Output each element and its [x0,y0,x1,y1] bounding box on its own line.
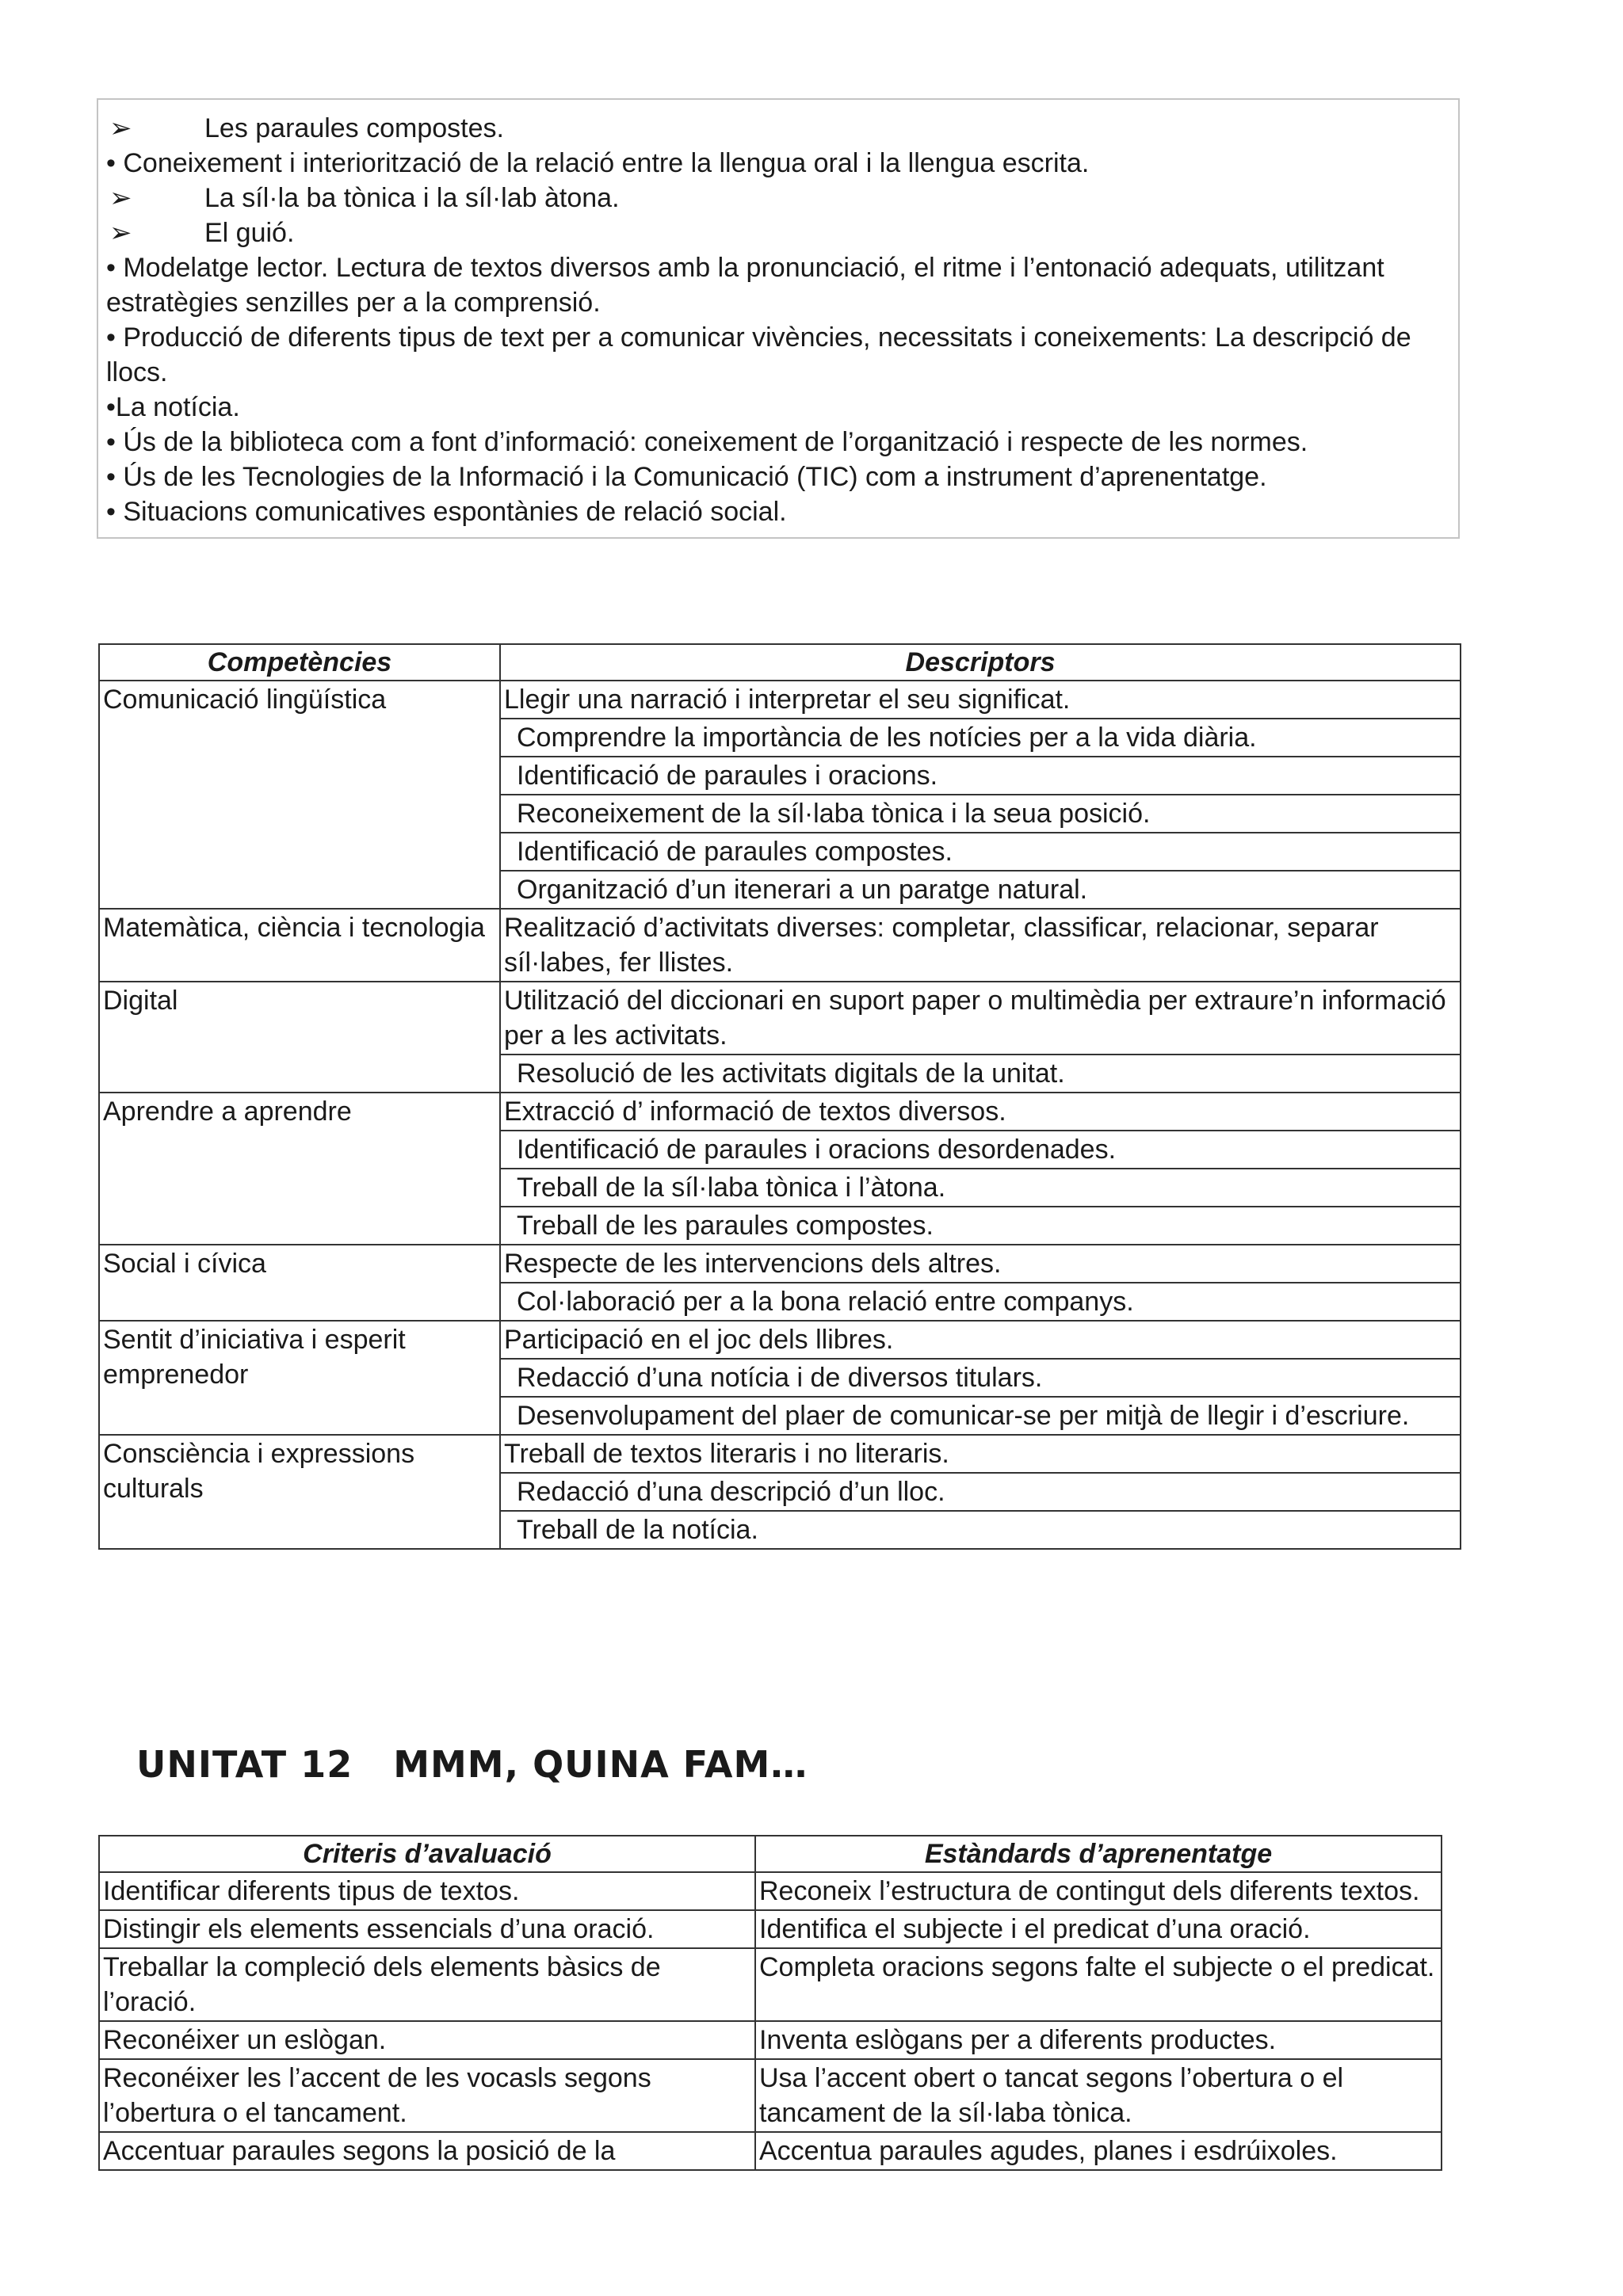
content-line: • Modelatge lector. Lectura de textos diversos amb la pronunciació, el ritme i l’entonació adequats, utilitzant estratègies senzilles per a la comprensió. [106,253,1384,318]
table-row [99,681,1461,719]
content-line [106,215,1450,250]
table-row [99,982,1461,1055]
table-row [99,1872,1442,1910]
content-line: •La notícia. [106,392,240,422]
standard-cell: Usa l’accent obert o tancat segons l’obertura o el tancament de la síl·laba tònica. [755,2059,1442,2132]
standard-cell: Identifica el subjecte i el predicat d’una oració. [755,1910,1442,1948]
criterion-cell: Reconéixer les l’accent de les vocasls segons l’obertura o el tancament. [99,2059,755,2132]
descriptor-cell: Realització d’activitats diverses: completar, classificar, relacionar, separar síl·labes, fer llistes. [500,909,1461,982]
descriptor-cell: Utilització del diccionari en suport paper o multimèdia per extraure’n informació per a les activitats. [500,982,1461,1055]
criteria-header-row [99,1836,1442,1872]
descriptor-cell: Resolució de les activitats digitals de la unitat. [500,1055,1461,1093]
arrow-bullet-icon: ➢ [109,113,132,143]
criterion-cell: Reconéixer un eslògan. [99,2021,755,2059]
descriptor-cell: Identificació de paraules i oracions. [500,757,1461,795]
competence-cell: Comunicació lingüística [99,681,500,909]
arrow-bullet-icon: ➢ [109,218,132,248]
descriptor-cell: Redacció d’una descripció d’un lloc. [500,1473,1461,1511]
arrow-bullet-icon: ➢ [109,183,132,213]
descriptor-cell: Treball de les paraules compostes. [500,1207,1461,1245]
descriptor-cell: Treball de la notícia. [500,1511,1461,1549]
table-row [99,1245,1461,1283]
content-line: • Producció de diferents tipus de text per a comunicar vivències, necessitats i coneixements: La descripció de llocs. [106,322,1411,387]
competence-cell: Consciència i expressions culturals [99,1435,500,1549]
descriptor-cell: Redacció d’una notícia i de diversos titulars. [500,1359,1461,1397]
table-row [99,1321,1461,1359]
table-row [99,909,1461,982]
descriptor-cell: Treball de textos literaris i no literaris. [500,1435,1461,1473]
standard-cell: Inventa eslògans per a diferents productes. [755,2021,1442,2059]
contents-box [97,98,1460,539]
header-criteria: Criteris d’avaluació [99,1836,755,1872]
standard-cell: Accentua paraules agudes, planes i esdrúixoles. [755,2132,1442,2170]
criterion-cell: Identificar diferents tipus de textos. [99,1872,755,1910]
content-line: • Ús de la biblioteca com a font d’informació: coneixement de l’organització i respecte de les normes. [106,427,1308,457]
competencies-table [98,643,1461,1550]
descriptor-cell: Treball de la síl·laba tònica i l’àtona. [500,1169,1461,1207]
descriptor-cell: Extracció d’ informació de textos diversos. [500,1093,1461,1131]
unit-title: UNITAT 12 MMM, QUINA FAM… [136,1743,808,1786]
competence-cell: Aprendre a aprendre [99,1093,500,1245]
criteria-table [98,1835,1442,2171]
table-row [99,1093,1461,1131]
content-line-text: La síl·la ba tònica i la síl·lab àtona. [204,183,620,213]
criterion-cell: Distingir els elements essencials d’una oració. [99,1910,755,1948]
descriptor-cell: Comprendre la importància de les notícies per a la vida diària. [500,719,1461,757]
criterion-cell: Accentuar paraules segons la posició de la [99,2132,755,2170]
descriptor-cell: Identificació de paraules compostes. [500,833,1461,871]
header-descriptors: Descriptors [500,644,1461,681]
content-line: • Ús de les Tecnologies de la Informació i la Comunicació (TIC) com a instrument d’aprenentatge. [106,462,1267,492]
standard-cell: Completa oracions segons falte el subjecte o el predicat. [755,1948,1442,2021]
header-standards: Estàndards d’aprenentatge [755,1836,1442,1872]
competence-cell: Digital [99,982,500,1093]
table-row [99,2021,1442,2059]
competence-cell: Sentit d’iniciativa i esperit emprenedor [99,1321,500,1435]
content-line [106,111,1450,146]
table-row [99,1435,1461,1473]
descriptor-cell: Llegir una narració i interpretar el seu significat. [500,681,1461,719]
descriptor-cell: Reconeixement de la síl·laba tònica i la seua posició. [500,795,1461,833]
criterion-cell: Treballar la compleció dels elements bàsics de l’oració. [99,1948,755,2021]
content-line [106,181,1450,215]
descriptor-cell: Col·laboració per a la bona relació entre companys. [500,1283,1461,1321]
descriptor-cell: Desenvolupament del plaer de comunicar-se per mitjà de llegir i d’escriure. [500,1397,1461,1435]
content-line-text: Les paraules compostes. [204,113,504,143]
content-line-text: El guió. [204,218,295,248]
header-competencies: Competències [99,644,500,681]
competence-cell: Matemàtica, ciència i tecnologia [99,909,500,982]
descriptor-cell: Organització d’un itenerari a un paratge natural. [500,871,1461,909]
content-line: • Situacions comunicatives espontànies de relació social. [106,497,787,527]
table-row [99,2059,1442,2132]
descriptor-cell: Identificació de paraules i oracions desordenades. [500,1131,1461,1169]
competence-cell: Social i cívica [99,1245,500,1321]
standard-cell: Reconeix l’estructura de contingut dels diferents textos. [755,1872,1442,1910]
descriptor-cell: Participació en el joc dels llibres. [500,1321,1461,1359]
competencies-header-row [99,644,1461,681]
table-row [99,1948,1442,2021]
table-row [99,2132,1442,2170]
content-line: • Coneixement i interiorització de la relació entre la llengua oral i la llengua escrita. [106,148,1090,178]
table-row [99,1910,1442,1948]
descriptor-cell: Respecte de les intervencions dels altres. [500,1245,1461,1283]
